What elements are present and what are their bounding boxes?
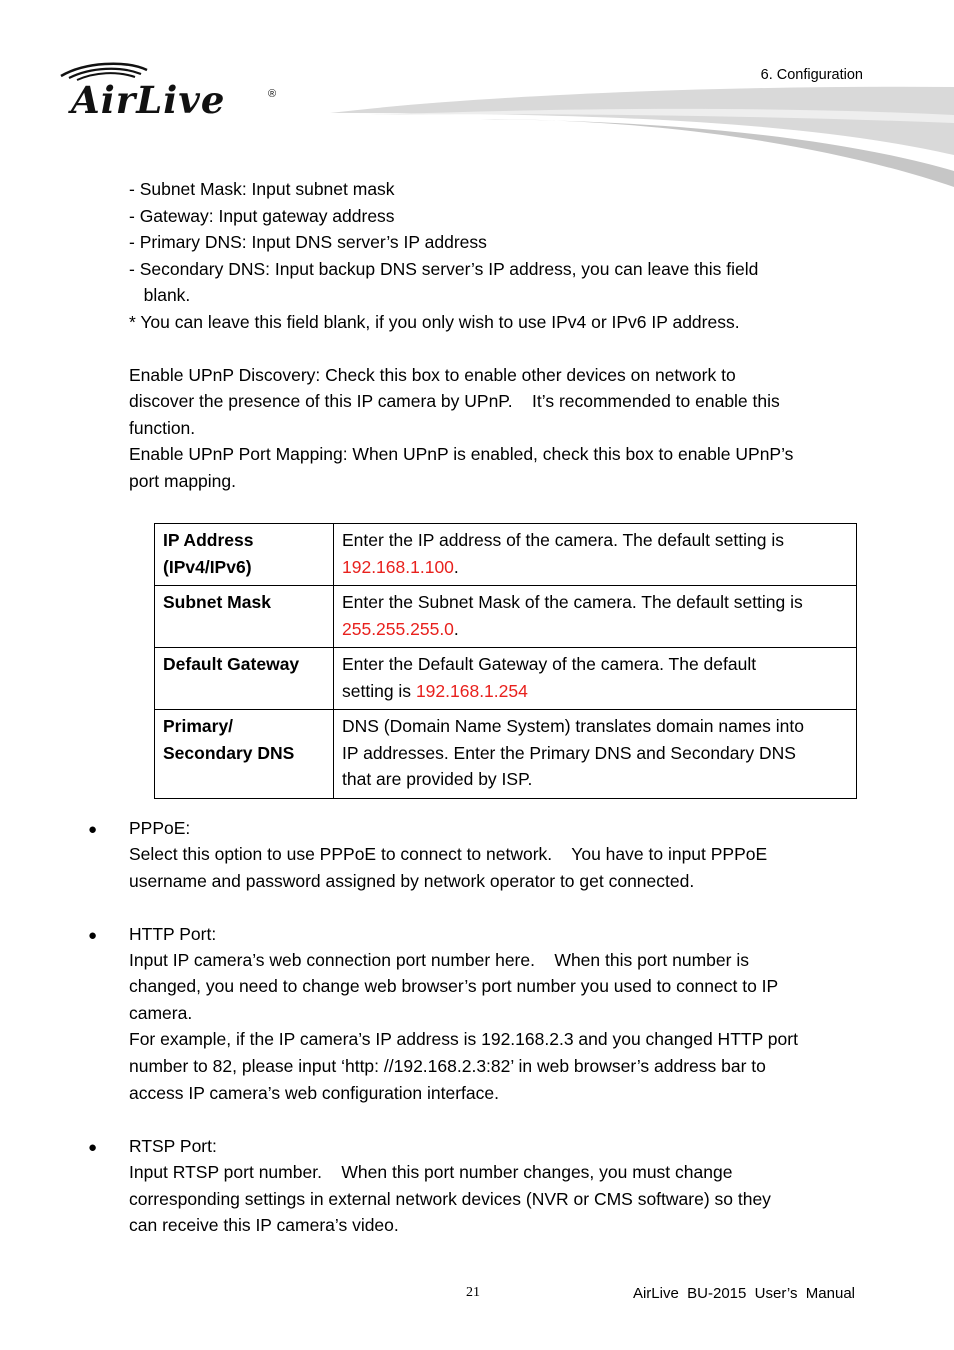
table-row bbox=[155, 648, 857, 710]
table-row bbox=[155, 586, 857, 648]
upnp-line: port mapping. bbox=[129, 471, 237, 491]
row-key: Subnet Mask bbox=[163, 592, 271, 612]
bullet-line: Input IP camera’s web connection port number here. When this port number is bbox=[129, 950, 749, 970]
table-desc-cell bbox=[334, 586, 857, 648]
value-suffix: . bbox=[453, 618, 459, 639]
row-key: (IPv4/IPv6) bbox=[163, 556, 252, 577]
upnp-line: Enable UPnP Port Mapping: When UPnP is enabled, check this box to enable UPnP’s bbox=[129, 444, 794, 464]
row-key: Primary/ bbox=[163, 716, 234, 736]
default-value: 192.168.1.100 bbox=[342, 556, 454, 577]
table-key-cell bbox=[155, 586, 334, 648]
airlive-logo bbox=[55, 58, 280, 122]
bullet-line: Select this option to use PPPoE to connect to network. You have to input PPPoE bbox=[129, 844, 768, 864]
bullet-line: can receive this IP camera’s video. bbox=[129, 1215, 399, 1235]
bullet-line: corresponding settings in external network devices (NVR or CMS software) so they bbox=[129, 1189, 771, 1209]
registered-mark: ® bbox=[268, 88, 277, 100]
bullet-line: number to 82, please input ‘http: //192.168.2.3:82’ in web browser’s address bar to bbox=[129, 1056, 766, 1076]
row-desc: Enter the Default Gateway of the camera. The default bbox=[342, 654, 757, 674]
intro-line: - Primary DNS: Input DNS server’s IP address bbox=[129, 232, 487, 252]
header-swoosh-graphic bbox=[330, 75, 954, 200]
table-row bbox=[155, 524, 857, 586]
intro-line: - Secondary DNS: Input backup DNS server’s IP address, you can leave this field bbox=[129, 259, 759, 279]
row-key: IP Address bbox=[163, 530, 254, 550]
bullet-title: HTTP Port: bbox=[129, 924, 217, 944]
intro-line: blank. bbox=[129, 285, 191, 305]
value-suffix: . bbox=[453, 556, 459, 577]
bullet-icon: ● bbox=[88, 1139, 98, 1156]
table-key-cell bbox=[155, 710, 334, 799]
intro-line: * You can leave this field blank, if you only wish to use IPv4 or IPv6 IP address. bbox=[129, 312, 740, 332]
bullet-line: changed, you need to change web browser’s port number you used to connect to IP bbox=[129, 976, 779, 996]
bullet-line: username and password assigned by network operator to get connected. bbox=[129, 871, 695, 891]
intro-line: - Gateway: Input gateway address bbox=[129, 206, 395, 226]
row-desc: IP addresses. Enter the Primary DNS and Secondary DNS bbox=[342, 742, 796, 763]
page-number: 21 bbox=[466, 1285, 480, 1300]
table-desc-cell bbox=[334, 524, 857, 586]
upnp-line: Enable UPnP Discovery: Check this box to enable other devices on network to bbox=[129, 365, 736, 385]
bullet-icon: ● bbox=[88, 927, 98, 944]
bullet-line: camera. bbox=[129, 1003, 193, 1023]
row-desc: that are provided by ISP. bbox=[342, 769, 533, 789]
upnp-line: discover the presence of this IP camera by UPnP. It’s recommended to enable this bbox=[129, 391, 780, 411]
intro-line: - Subnet Mask: Input subnet mask bbox=[129, 179, 395, 199]
default-value: 255.255.255.0 bbox=[342, 618, 454, 639]
bullet-line: access IP camera’s web configuration interface. bbox=[129, 1083, 499, 1103]
manual-title: AirLive BU-2015 User’s Manual bbox=[632, 1285, 855, 1302]
table-key-cell bbox=[155, 648, 334, 710]
default-value: 192.168.1.254 bbox=[415, 680, 528, 701]
upnp-line: function. bbox=[129, 418, 196, 438]
table-desc-cell bbox=[334, 648, 857, 710]
bullet-line: Input RTSP port number. When this port number changes, you must change bbox=[129, 1162, 733, 1182]
row-desc: Enter the Subnet Mask of the camera. The default setting is bbox=[342, 592, 803, 612]
table-desc-cell bbox=[334, 710, 857, 799]
row-key: Secondary DNS bbox=[163, 742, 295, 763]
section-label: 6. Configuration bbox=[760, 67, 863, 83]
table-row bbox=[155, 710, 857, 799]
row-desc: Enter the IP address of the camera. The default setting is bbox=[342, 530, 784, 550]
table-key-cell bbox=[155, 524, 334, 586]
network-settings-table bbox=[154, 523, 857, 799]
bullet-title: PPPoE: bbox=[129, 818, 191, 838]
row-desc: DNS (Domain Name System) translates domain names into bbox=[342, 716, 804, 736]
logo-wordmark: AirLive bbox=[71, 78, 226, 122]
bullet-title: RTSP Port: bbox=[129, 1136, 217, 1156]
bullet-line: For example, if the IP camera’s IP address is 192.168.2.3 and you changed HTTP port bbox=[129, 1029, 798, 1049]
row-desc: setting is bbox=[342, 680, 416, 701]
row-key: Default Gateway bbox=[163, 654, 300, 674]
bullet-icon: ● bbox=[88, 821, 98, 838]
